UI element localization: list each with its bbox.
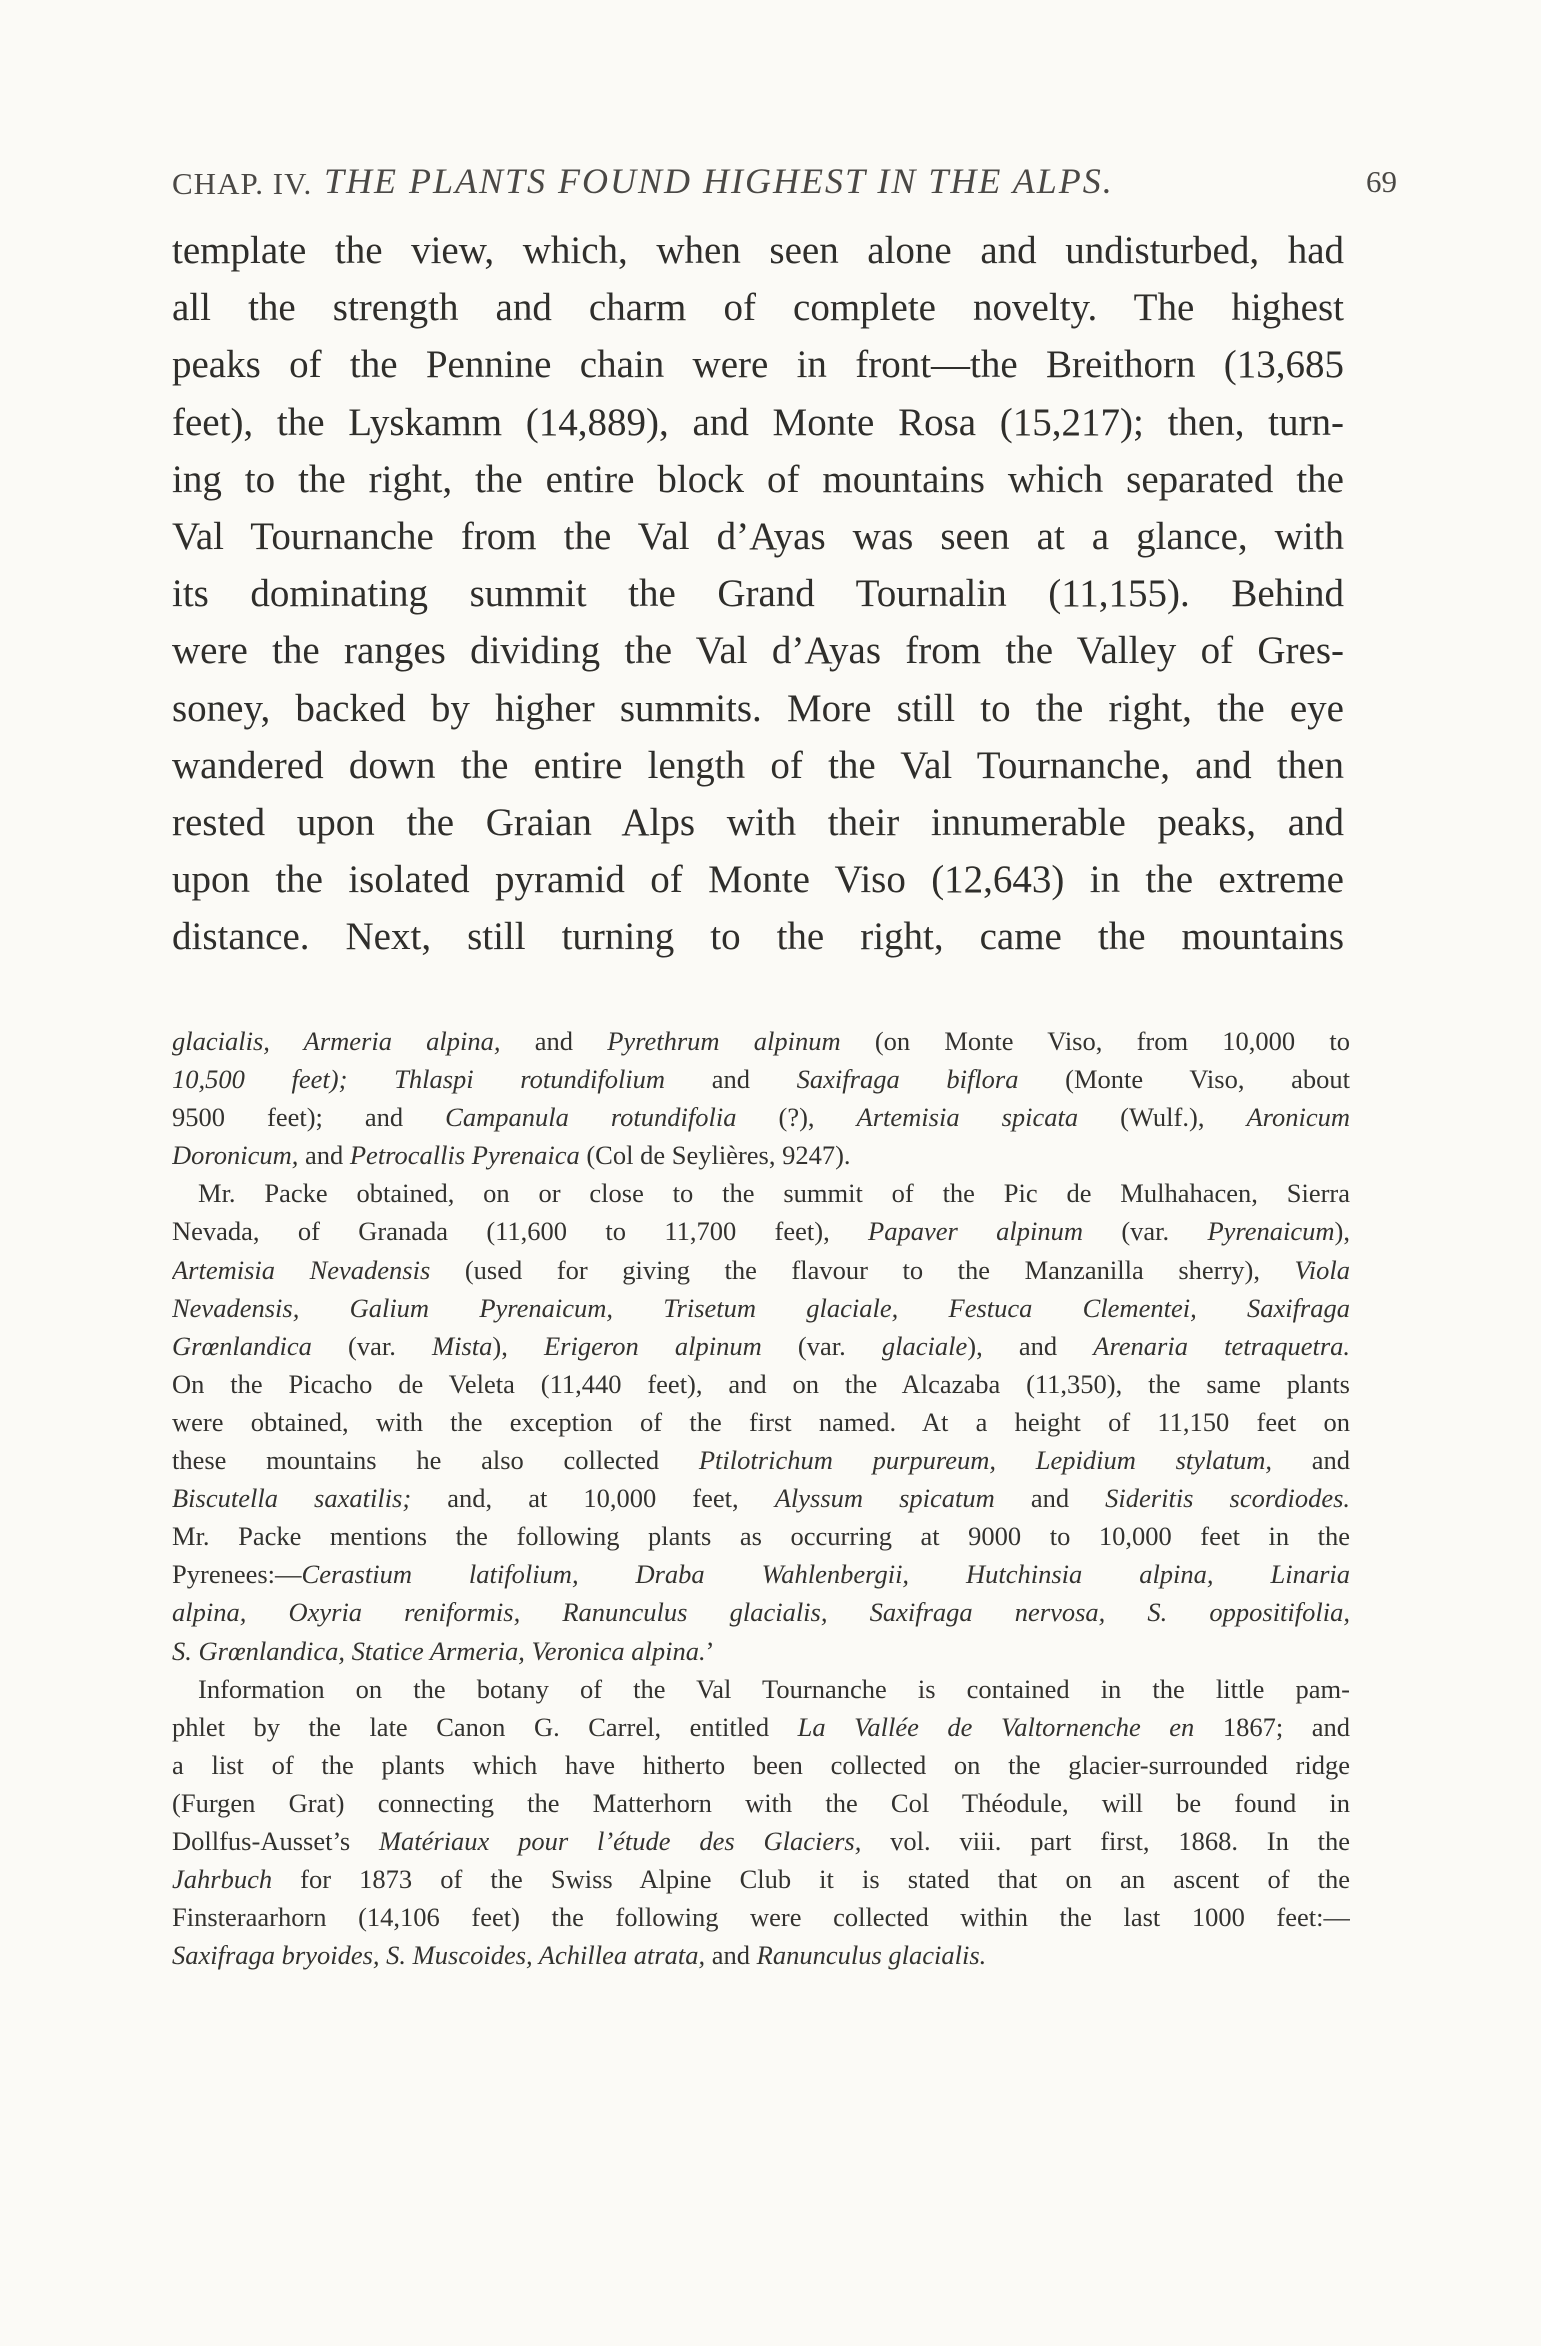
- body-paragraph: [172, 222, 1344, 965]
- footnote-line: [172, 1670, 1350, 1708]
- footnote-italic-text: Arenaria tetraquetra.: [1093, 1330, 1350, 1361]
- footnote-text: Mr. Packe obtained, on or close to the summit of the Pic de Mulhahacen, Sierra: [198, 1178, 1350, 1209]
- body-line: ing to the right, the entire block of mountains which separated the: [172, 457, 1344, 501]
- footnote-line: [172, 1708, 1350, 1746]
- footnote-italic-text: Alyssum spicatum: [774, 1483, 995, 1514]
- footnote-italic-text: Doronicum,: [172, 1140, 299, 1171]
- footnote-line: [172, 1327, 1350, 1365]
- page-number: 69: [1366, 164, 1397, 199]
- footnote-line: [172, 1403, 1350, 1441]
- footnote-italic-text: Aronicum: [1246, 1102, 1350, 1133]
- footnote-italic-text: Artemisia spicata: [856, 1102, 1079, 1133]
- footnote-italic-text: Mista: [432, 1330, 493, 1361]
- footnote-line: [172, 1784, 1350, 1822]
- footnote-italic-text: Viola: [1294, 1254, 1350, 1285]
- footnote-text: On the Picacho de Veleta (11,440 feet), and on the Alcazaba (11,350), the same plants: [172, 1368, 1350, 1399]
- footnote-text: (Monte Viso, about: [1018, 1064, 1350, 1095]
- footnote-italic-text: Nevadensis, Galium Pyrenaicum, Trisetum glaciale, Festuca Clementei, Saxifraga: [172, 1292, 1350, 1323]
- footnote-line: [172, 1289, 1350, 1327]
- body-line: wandered down the entire length of the Val Tournanche, and then: [172, 743, 1344, 787]
- footnote-italic-text: Pyrethrum alpinum: [607, 1026, 841, 1056]
- footnote-line: [172, 1022, 1350, 1060]
- footnote-line: [172, 1555, 1350, 1593]
- footnote-text: ’: [705, 1635, 715, 1666]
- footnote-italic-text: Biscutella saxatilis;: [172, 1483, 412, 1514]
- body-line: feet), the Lyskamm (14,889), and Monte Rosa (15,217); then, turn-: [172, 400, 1344, 444]
- footnote-text: (used for giving the flavour to the Manzanilla sherry),: [430, 1254, 1295, 1285]
- footnote-text: (var.: [761, 1330, 882, 1361]
- footnote-line: [172, 1174, 1350, 1212]
- footnote-line: [172, 1479, 1350, 1517]
- footnote-text: were obtained, with the exception of the first named. At a height of 11,150 feet on: [172, 1406, 1350, 1437]
- footnote-italic-text: Saxifraga bryoides, S. Muscoides, Achillea atrata,: [172, 1940, 706, 1971]
- footnote-text: (var.: [1083, 1216, 1208, 1247]
- footnote-text: Pyrenees:—: [172, 1559, 302, 1590]
- body-line: soney, backed by higher summits. More still to the right, the eye: [172, 686, 1344, 730]
- footnote-line: [172, 1517, 1350, 1555]
- footnote-italic-text: Erigeron alpinum: [544, 1330, 762, 1361]
- footnote-line: [172, 1060, 1350, 1098]
- body-line: its dominating summit the Grand Tournalin (11,155). Behind: [172, 572, 1344, 616]
- footnote-line: [172, 1098, 1350, 1136]
- footnote-text: and: [298, 1140, 350, 1171]
- footnote-text: Mr. Packe mentions the following plants as occurring at 9000 to 10,000 feet in the: [172, 1521, 1350, 1552]
- footnote-italic-text: Petrocallis Pyrenaica: [349, 1140, 580, 1171]
- footnote-text: ),: [492, 1330, 544, 1361]
- footnote-italic-text: Matériaux pour l’étude des Glaciers,: [378, 1825, 862, 1856]
- footnote-italic-text: 10,500 feet);: [172, 1064, 395, 1095]
- footnote-text: and: [500, 1026, 608, 1056]
- footnote-italic-text: Campanula rotundifolia: [445, 1102, 737, 1133]
- footnote-line: [172, 1898, 1350, 1936]
- footnote-line: [172, 1822, 1350, 1860]
- footnote-italic-text: Pyrenaicum: [1207, 1216, 1335, 1247]
- body-line: upon the isolated pyramid of Monte Viso (12,643) in the extreme: [172, 858, 1344, 902]
- footnote-line: [172, 1632, 1350, 1670]
- footnote-line: [172, 1936, 1350, 1974]
- footnote-line: [172, 1860, 1350, 1898]
- footnote-italic-text: S. Grœnlandica, Statice Armeria, Veronica alpina.: [172, 1635, 706, 1666]
- footnote-line: [172, 1441, 1350, 1479]
- footnote-italic-text: Cerastium latifolium, Draba Wahlenbergii, Hutchinsia alpina, Linaria: [301, 1559, 1350, 1590]
- footnote-line: [172, 1136, 1350, 1174]
- footnote-line: [172, 1593, 1350, 1631]
- footnote-text: for 1873 of the Swiss Alpine Club it is stated that on an ascent of the: [272, 1864, 1350, 1895]
- footnote-italic-text: Saxifraga biflora: [796, 1064, 1019, 1095]
- footnote-italic-text: Ranunculus glacialis.: [756, 1940, 987, 1971]
- footnote-italic-text: Papaver alpinum: [868, 1216, 1083, 1247]
- footnote-text: 1867; and: [1194, 1711, 1350, 1742]
- running-header: [172, 160, 1397, 204]
- footnote-text: and: [1272, 1445, 1350, 1476]
- footnote-line: [172, 1746, 1350, 1784]
- footnote-italic-text: glacialis, Armeria alpina,: [172, 1026, 501, 1056]
- footnote-text: phlet by the late Canon G. Carrel, entitled: [172, 1711, 798, 1742]
- footnote: [172, 1022, 1350, 1974]
- footnote-italic-text: alpina, Oxyria reniformis, Ranunculus glacialis, Saxifraga nervosa, S. oppositifolia,: [172, 1597, 1350, 1628]
- body-line: all the strength and charm of complete novelty. The highest: [172, 286, 1344, 330]
- footnote-line: [172, 1365, 1350, 1403]
- footnote-text: (on Monte Viso, from 10,000 to: [840, 1026, 1350, 1056]
- footnote-italic-text: Jahrbuch: [172, 1864, 273, 1895]
- footnote-italic-text: Artemisia Nevadensis: [172, 1254, 431, 1285]
- footnote-italic-text: La Vallée de Valtornenche en: [797, 1711, 1195, 1742]
- footnote-text: (var.: [311, 1330, 433, 1361]
- footnote-line: [172, 1212, 1350, 1250]
- footnote-italic-text: Thlaspi rotundifolium: [394, 1064, 666, 1095]
- footnote-text: (Col de Seylières, 9247).: [579, 1140, 851, 1171]
- footnote-italic-text: Ptilotrichum purpureum, Lepidium stylatum,: [698, 1445, 1272, 1476]
- footnote-text: and: [705, 1940, 757, 1971]
- body-line: Val Tournanche from the Val d’Ayas was seen at a glance, with: [172, 514, 1344, 558]
- footnote-text: Information on the botany of the Val Tournanche is contained in the little pam-: [198, 1673, 1350, 1704]
- footnote-text: a list of the plants which have hitherto been collected on the glacier-surrounded ridge: [172, 1749, 1350, 1780]
- footnote-text: (Wulf.),: [1078, 1102, 1247, 1133]
- footnote-italic-text: Sideritis scordiodes.: [1105, 1483, 1350, 1514]
- body-line: were the ranges dividing the Val d’Ayas from the Valley of Gres-: [172, 629, 1344, 673]
- footnote-text: 9500 feet); and: [172, 1102, 446, 1133]
- footnote-text: and: [665, 1064, 797, 1095]
- footnote-text: ),: [1334, 1216, 1350, 1247]
- body-line: template the view, which, when seen alone and undisturbed, had: [172, 229, 1344, 272]
- body-line: distance. Next, still turning to the right, came the mountains: [172, 915, 1344, 959]
- footnote-line: [172, 1251, 1350, 1289]
- footnote-text: (Furgen Grat) connecting the Matterhorn with the Col Théodule, will be found in: [172, 1787, 1350, 1818]
- running-title: THE PLANTS FOUND HIGHEST IN THE ALPS.: [324, 161, 1114, 201]
- footnote-text: and: [994, 1483, 1106, 1514]
- chapter-label: CHAP. IV.: [172, 166, 313, 201]
- footnote-italic-text: glaciale: [881, 1330, 968, 1361]
- footnote-italic-text: Grœnlandica: [172, 1330, 312, 1361]
- body-line: rested upon the Graian Alps with their innumerable peaks, and: [172, 800, 1344, 844]
- footnote-text: vol. viii. part first, 1868. In the: [861, 1825, 1350, 1856]
- body-line: peaks of the Pennine chain were in front—the Breithorn (13,685: [172, 343, 1344, 387]
- footnote-text: Nevada, of Granada (11,600 to 11,700 feet),: [172, 1216, 869, 1247]
- footnote-text: Finsteraarhorn (14,106 feet) the following were collected within the last 1000 feet:—: [172, 1902, 1350, 1933]
- footnote-text: these mountains he also collected: [172, 1445, 699, 1476]
- footnote-text: Dollfus-Ausset’s: [172, 1825, 379, 1856]
- footnote-text: ), and: [967, 1330, 1094, 1361]
- footnote-text: and, at 10,000 feet,: [411, 1483, 775, 1514]
- footnote-text: (?),: [736, 1102, 857, 1133]
